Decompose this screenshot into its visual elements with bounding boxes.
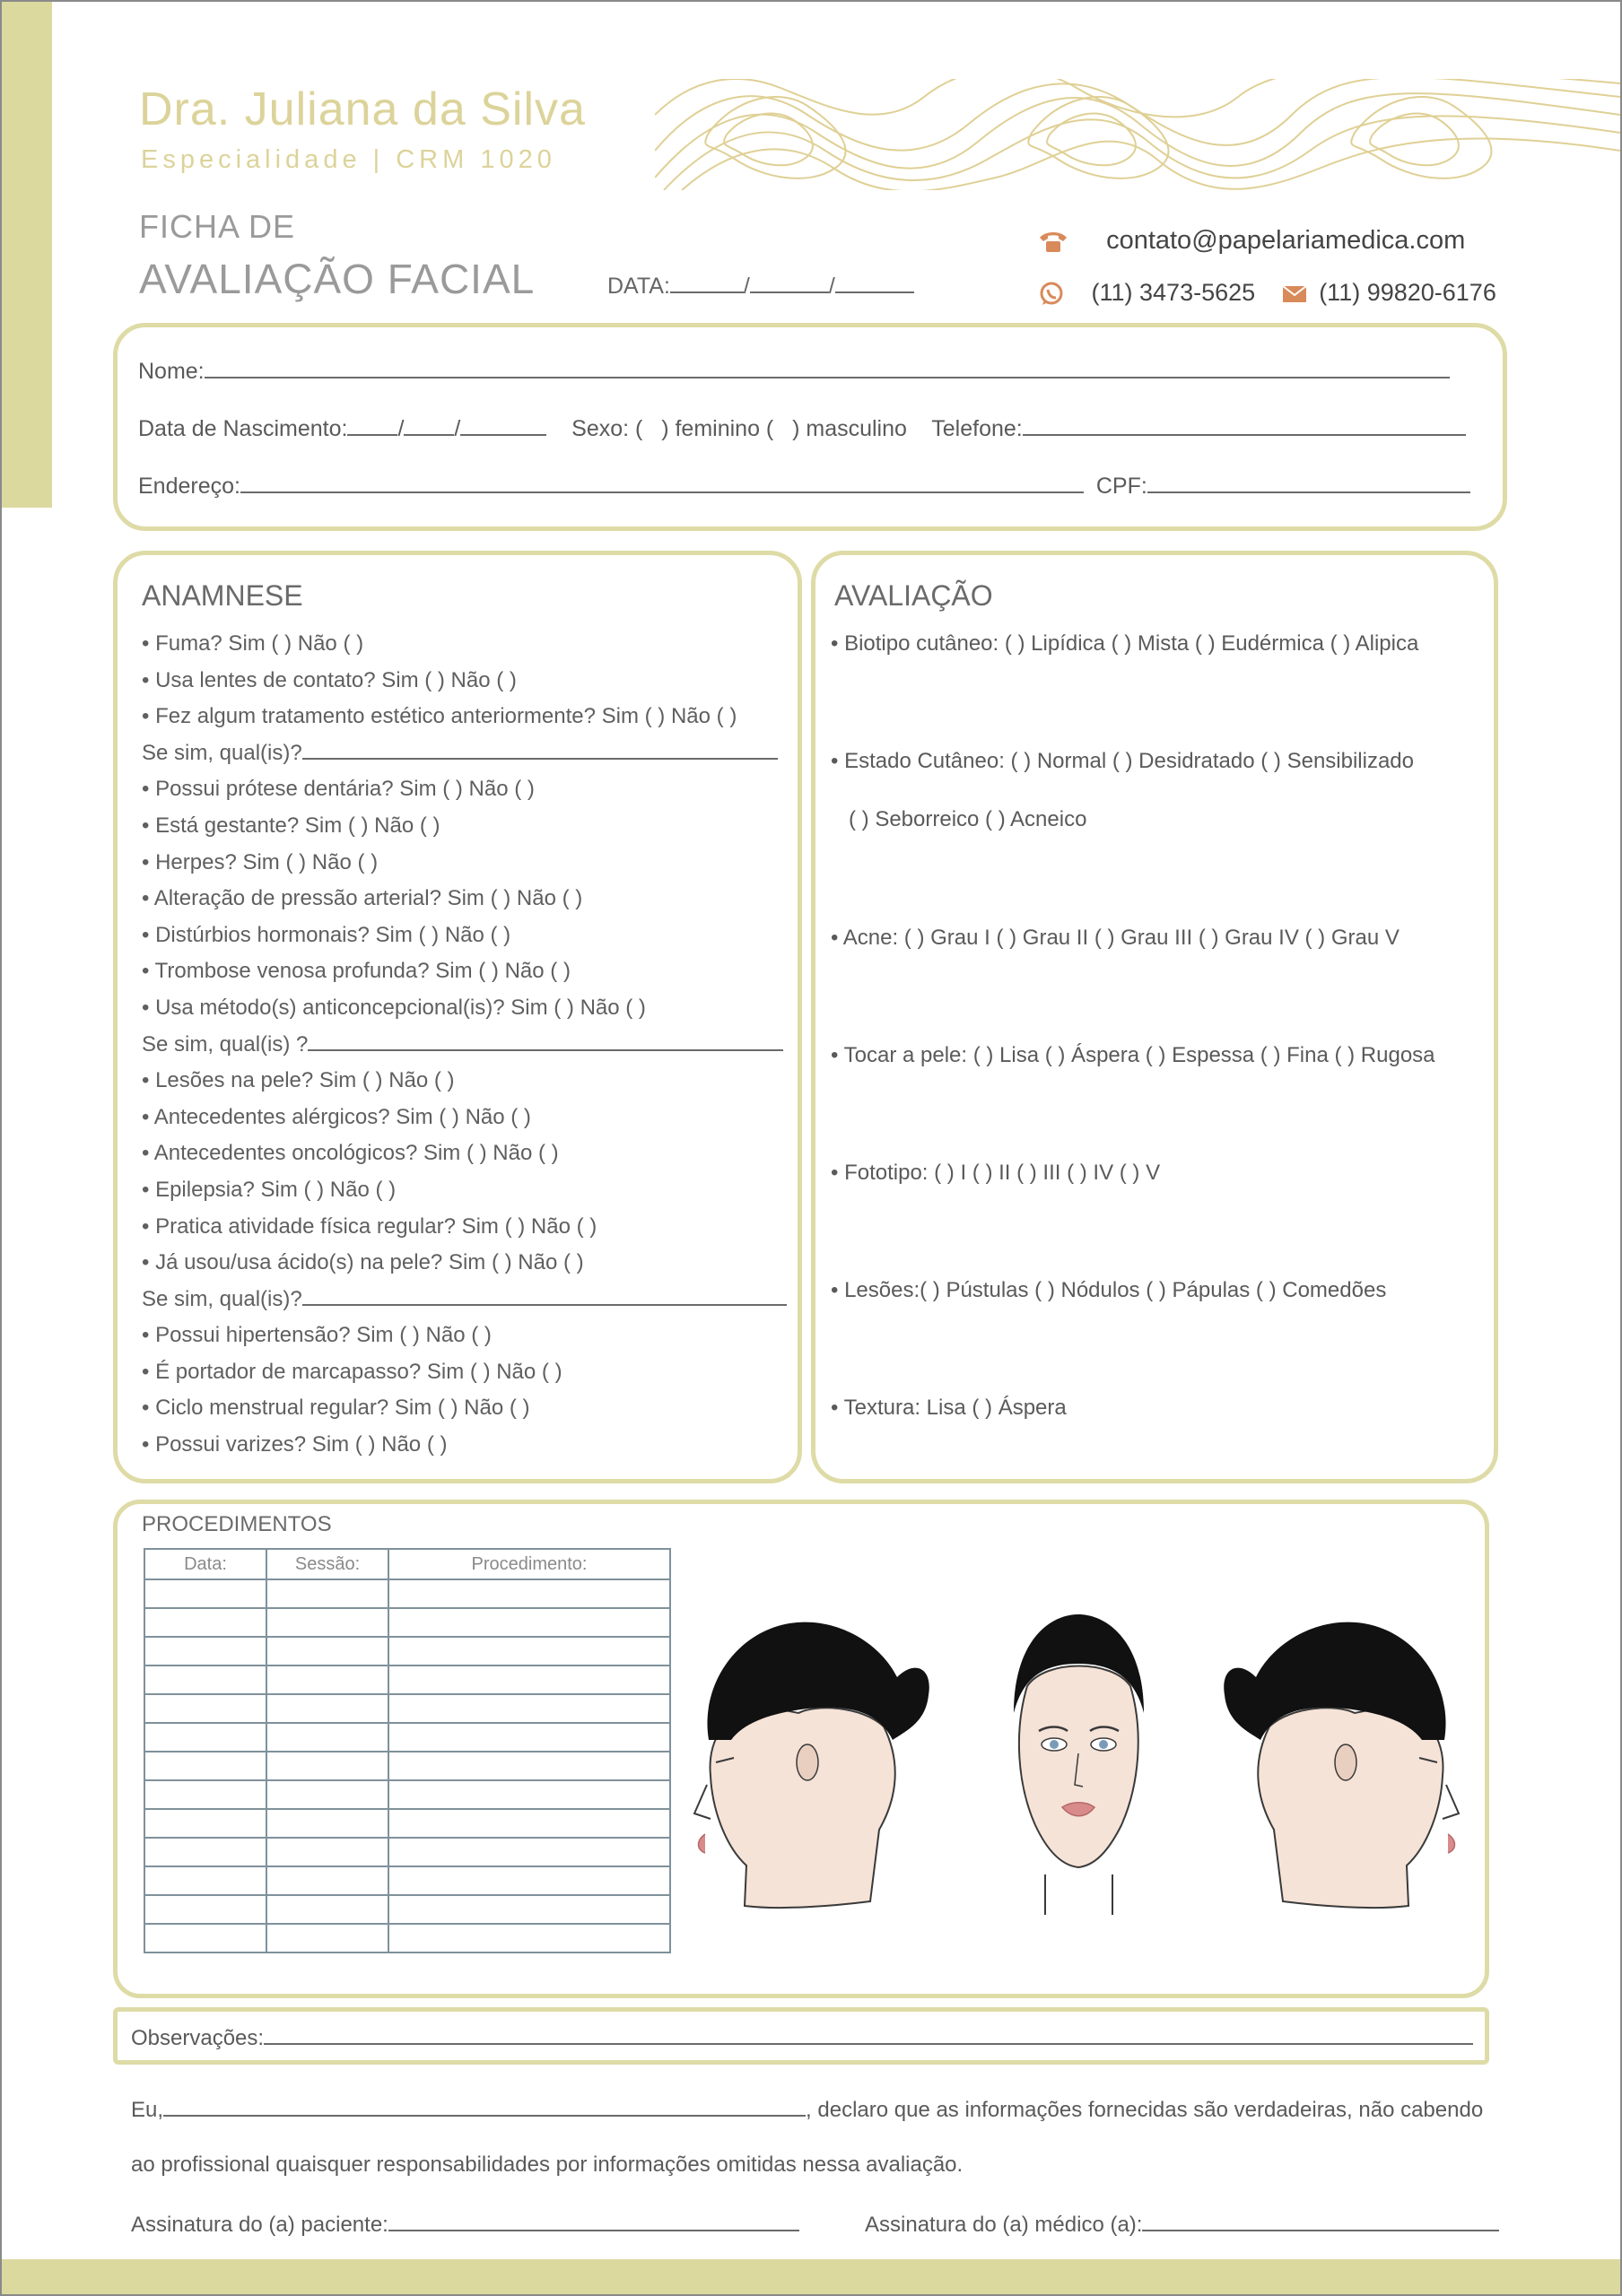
sex-label: Sexo: ( bbox=[571, 416, 643, 441]
anamnese-list bbox=[142, 626, 787, 1464]
face-front bbox=[1014, 1614, 1144, 1915]
doctor-signature-label: Assinatura do (a) médico (a): bbox=[865, 2213, 1143, 2237]
table-row[interactable] bbox=[144, 1866, 670, 1895]
acne-row[interactable]: • Acne: ( ) Grau I ( ) Grau II ( ) Grau III ( ) Grau IV ( ) Grau V bbox=[831, 926, 1400, 950]
table-row[interactable] bbox=[144, 1895, 670, 1924]
sex-female-option[interactable]: ) feminino ( bbox=[661, 416, 774, 441]
col-procedimento-header: Procedimento: bbox=[388, 1549, 670, 1579]
table-row[interactable] bbox=[144, 1752, 670, 1780]
sex-male-option[interactable]: ) masculino bbox=[792, 416, 907, 441]
table-row[interactable] bbox=[144, 1637, 670, 1665]
doctor-name: Dra. Juliana da Silva bbox=[139, 83, 586, 135]
anamnese-title: ANAMNESE bbox=[142, 579, 303, 612]
list-item[interactable]: • Possui prótese dentária? Sim ( ) Não ( ) bbox=[142, 777, 535, 802]
col-data-header: Data: bbox=[144, 1549, 266, 1579]
bottom-accent-bar bbox=[2, 2259, 1620, 2294]
contact-email-row bbox=[1038, 226, 1465, 256]
procedimentos-title: PROCEDIMENTOS bbox=[142, 1512, 332, 1536]
form-title-line1: FICHA DE bbox=[139, 208, 296, 245]
list-item[interactable]: • Distúrbios hormonais? Sim ( ) Não ( ) bbox=[142, 922, 511, 947]
list-item[interactable]: • Já usou/usa ácido(s) na pele? Sim ( ) Não ( ) bbox=[142, 1250, 584, 1275]
list-item[interactable]: • Antecedentes oncológicos? Sim ( ) Não ( ) bbox=[142, 1141, 559, 1166]
cpf-label: CPF: bbox=[1095, 474, 1147, 499]
avaliacao-panel bbox=[811, 551, 1498, 1483]
birth-label: Data de Nascimento: bbox=[138, 416, 348, 441]
date-field[interactable]: DATA: / / bbox=[607, 272, 914, 300]
list-item[interactable]: • Fuma? Sim ( ) Não ( ) bbox=[142, 631, 364, 656]
list-item[interactable]: • Possui hipertensão? Sim ( ) Não ( ) bbox=[142, 1323, 492, 1348]
face-profile-right bbox=[1224, 1622, 1459, 1908]
list-item[interactable]: • Usa lentes de contato? Sim ( ) Não ( ) bbox=[142, 667, 517, 692]
gold-wave-decoration bbox=[655, 79, 1620, 190]
declaration-line-2: ao profissional quaisquer responsabilidades por informações omitidas nessa avaliação. bbox=[131, 2152, 964, 2177]
observacoes-field[interactable] bbox=[131, 2023, 1473, 2051]
list-item[interactable]: Se sim, qual(is) ? bbox=[142, 1027, 787, 1064]
avaliacao-title: AVALIAÇÃO bbox=[834, 579, 993, 612]
list-item[interactable]: • Possui varizes? Sim ( ) Não ( ) bbox=[142, 1432, 448, 1457]
fototipo-row[interactable]: • Fototipo: ( ) I ( ) II ( ) III ( ) IV ( ) V bbox=[831, 1161, 1161, 1185]
patient-signature-field[interactable] bbox=[131, 2210, 799, 2238]
address-cpf-row[interactable] bbox=[138, 472, 1470, 500]
list-item[interactable]: • É portador de marcapasso? Sim ( ) Não ( ) bbox=[142, 1359, 562, 1384]
table-row[interactable] bbox=[144, 1838, 670, 1866]
observacoes-label: Observações: bbox=[131, 2026, 265, 2050]
list-item[interactable]: • Herpes? Sim ( ) Não ( ) bbox=[142, 849, 379, 874]
specialty: Especialidade | CRM 1020 bbox=[141, 145, 556, 174]
whatsapp-text: (11) 99820-6176 bbox=[1319, 279, 1496, 306]
textura-row[interactable]: • Textura: Lisa ( ) Áspera bbox=[831, 1396, 1067, 1420]
whatsapp-icon bbox=[1038, 281, 1065, 308]
lesoes-row[interactable]: • Lesões:( ) Pústulas ( ) Nódulos ( ) Pápulas ( ) Comedões bbox=[831, 1278, 1387, 1302]
declaration-line-1[interactable] bbox=[131, 2095, 1483, 2123]
declaration-suffix: , declaro que as informações fornecidas são verdadeiras, não cabendo bbox=[806, 2098, 1484, 2122]
list-item[interactable]: • Ciclo menstrual regular? Sim ( ) Não ( ) bbox=[142, 1396, 530, 1421]
list-item[interactable]: • Está gestante? Sim ( ) Não ( ) bbox=[142, 813, 440, 838]
address-label: Endereço: bbox=[138, 474, 240, 499]
table-header-row bbox=[144, 1549, 670, 1579]
col-sessao-header: Sessão: bbox=[266, 1549, 388, 1579]
list-item[interactable]: • Trombose venosa profunda? Sim ( ) Não ( ) bbox=[142, 959, 571, 984]
phone-icon bbox=[1038, 229, 1068, 254]
contact-phones-row bbox=[1038, 279, 1496, 308]
email-text: contato@papelariamedica.com bbox=[1106, 226, 1466, 255]
list-item[interactable]: • Epilepsia? Sim ( ) Não ( ) bbox=[142, 1177, 397, 1202]
estado-row-2[interactable]: ( ) Seborreico ( ) Acneico bbox=[849, 807, 1087, 831]
birth-sex-phone-row[interactable]: Data de Nascimento: / / Sexo: ( ) feminino ( ) masculino Telefone: bbox=[138, 414, 1466, 442]
name-field[interactable] bbox=[138, 357, 1450, 385]
biotipo-row[interactable]: • Biotipo cutâneo: ( ) Lipídica ( ) Mista ( ) Eudérmica ( ) Alipica bbox=[831, 631, 1419, 656]
list-item[interactable]: • Alteração de pressão arterial? Sim ( ) Não ( ) bbox=[142, 886, 583, 911]
phone-label: Telefone: bbox=[931, 416, 1023, 441]
table-row[interactable] bbox=[144, 1665, 670, 1694]
face-illustrations bbox=[691, 1605, 1480, 1919]
table-row[interactable] bbox=[144, 1809, 670, 1838]
date-label: DATA: bbox=[607, 274, 670, 299]
list-item[interactable]: • Pratica atividade física regular? Sim ( ) Não ( ) bbox=[142, 1213, 597, 1239]
mail-icon bbox=[1282, 285, 1307, 303]
table-row[interactable] bbox=[144, 1723, 670, 1752]
side-accent-bar bbox=[2, 2, 52, 508]
declaration-prefix: Eu, bbox=[131, 2098, 164, 2122]
form-title-line2: AVALIAÇÃO FACIAL bbox=[139, 256, 536, 302]
table-row[interactable] bbox=[144, 1579, 670, 1608]
face-profile-left bbox=[694, 1622, 929, 1908]
list-item[interactable]: Se sim, qual(is)? bbox=[142, 1282, 787, 1318]
procedures-table bbox=[144, 1548, 671, 1953]
list-item[interactable]: • Fez algum tratamento estético anteriormente? Sim ( ) Não ( ) bbox=[142, 704, 737, 729]
tocar-pele-row[interactable]: • Tocar a pele: ( ) Lisa ( ) Áspera ( ) Espessa ( ) Fina ( ) Rugosa bbox=[831, 1043, 1435, 1067]
list-item[interactable]: Se sim, qual(is)? bbox=[142, 735, 787, 772]
list-item[interactable]: • Antecedentes alérgicos? Sim ( ) Não ( ) bbox=[142, 1104, 531, 1129]
patient-signature-label: Assinatura do (a) paciente: bbox=[131, 2213, 388, 2237]
name-label: Nome: bbox=[138, 359, 205, 384]
table-row[interactable] bbox=[144, 1924, 670, 1952]
doctor-signature-field[interactable] bbox=[865, 2210, 1499, 2238]
list-item[interactable]: • Usa método(s) anticoncepcional(is)? Sim ( ) Não ( ) bbox=[142, 995, 646, 1020]
estado-row[interactable]: • Estado Cutâneo: ( ) Normal ( ) Desidratado ( ) Sensibilizado bbox=[831, 749, 1415, 773]
list-item[interactable]: • Lesões na pele? Sim ( ) Não ( ) bbox=[142, 1068, 455, 1093]
table-row[interactable] bbox=[144, 1780, 670, 1809]
table-row[interactable] bbox=[144, 1694, 670, 1723]
table-row[interactable] bbox=[144, 1608, 670, 1637]
phone-text: (11) 3473-5625 bbox=[1091, 279, 1256, 306]
